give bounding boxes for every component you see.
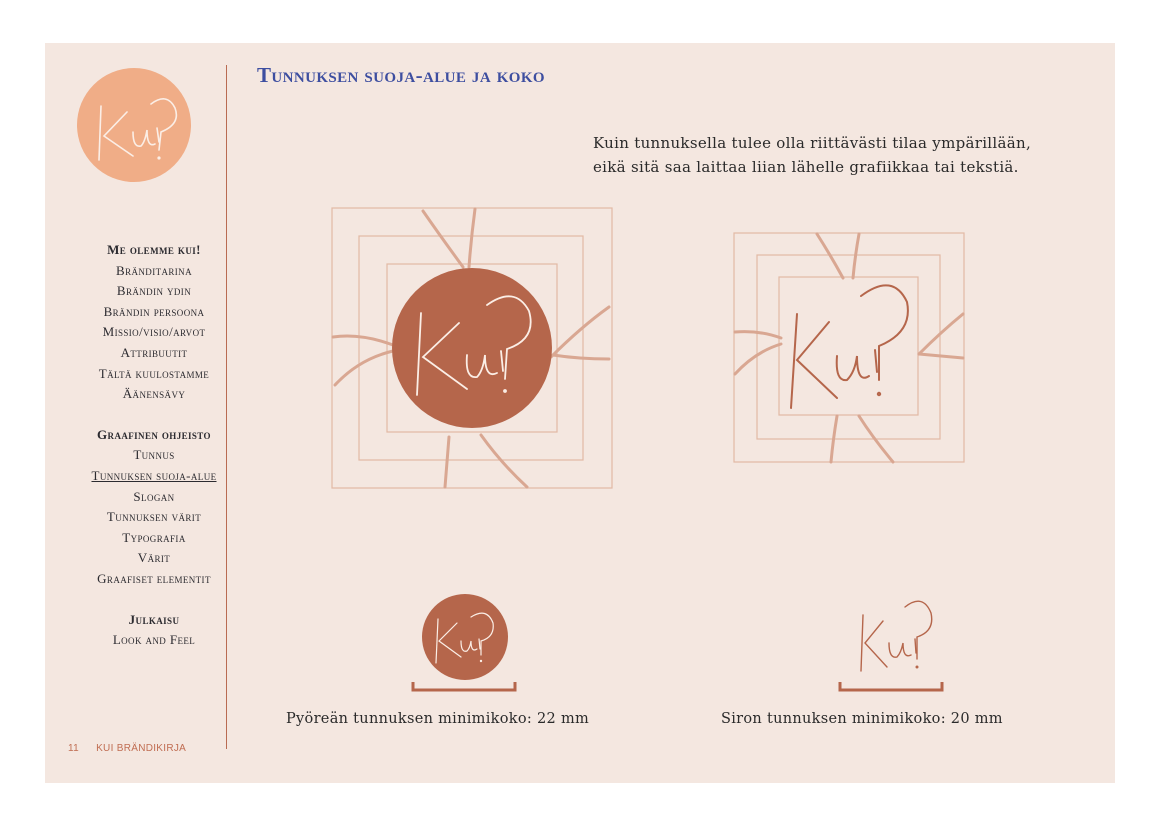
sidebar-logo: [77, 68, 191, 182]
page-number: 11: [68, 743, 79, 754]
slim-logo-caption: Siron tunnuksen minimikoko: 20 mm: [721, 711, 1003, 727]
sidebar-navigation: [45, 240, 263, 651]
nav-item-aanensavy[interactable]: Äänensävy: [122, 386, 186, 402]
round-logo-caption: Pyöreän tunnuksen minimikoko: 22 mm: [286, 711, 590, 727]
nav-item-talta-kuulostamme[interactable]: Tältä kuulostamme: [98, 365, 210, 381]
nav-heading-julkaisu[interactable]: Julkaisu: [128, 611, 180, 627]
page-footer: [68, 743, 186, 754]
intro-line-2: eikä sitä saa laittaa liian lähelle grafiikkaa tai tekstiä.: [593, 158, 1019, 176]
organic-line-elements: [735, 234, 963, 462]
slim-logo-size-bracket: [838, 680, 944, 694]
intro-line-1: Kuin tunnuksella tulee olla riittävästi tilaa ympärillään,: [593, 134, 1032, 152]
round-logo-clear-space-diagram: [331, 207, 613, 489]
nav-item-brandin-persoona[interactable]: Brändin persoona: [103, 303, 205, 319]
middle-clear-space-frame: [757, 255, 940, 439]
nav-item-attribuutit[interactable]: Attribuutit: [120, 344, 188, 360]
nav-item-graafiset-elementit[interactable]: Graafiset elementit: [97, 570, 211, 586]
round-logo-minimum-size: [421, 593, 511, 683]
nav-item-tunnuksen-varit[interactable]: Tunnuksen värit: [106, 509, 202, 525]
slim-logo-minimum-size: [851, 593, 943, 675]
nav-item-slogan[interactable]: Slogan: [133, 488, 175, 504]
nav-heading-graafinen-ohjeisto[interactable]: Graafinen ohjeisto: [97, 426, 211, 442]
nav-item-tunnus[interactable]: Tunnus: [133, 447, 175, 463]
inner-clear-space-frame: [779, 277, 918, 415]
nav-item-missio-visio-arvot[interactable]: Missio/visio/arvot: [102, 324, 206, 340]
round-logo-size-bracket: [411, 680, 517, 694]
nav-heading-me-olemme-kui[interactable]: Me olemme kui!: [107, 242, 201, 257]
nav-item-look-and-feel[interactable]: Look and Feel: [112, 632, 196, 648]
brand-book-page: [45, 43, 1115, 783]
nav-item-varit[interactable]: Värit: [137, 550, 171, 566]
kui-logo-mark: [77, 68, 191, 182]
sidebar-divider: [226, 65, 227, 749]
document-title: KUI BRÄNDIKIRJA: [96, 743, 187, 754]
round-logo-circle: [392, 268, 552, 428]
page-title: Tunnuksen suoja-alue ja koko: [257, 63, 545, 87]
nav-item-brandin-ydin[interactable]: Brändin ydin: [116, 283, 192, 299]
nav-item-branditarina[interactable]: Bränditarina: [116, 262, 192, 278]
nav-item-typografia[interactable]: Typografia: [122, 529, 186, 545]
slim-logo-lettering: [791, 285, 908, 408]
intro-text: [593, 131, 1093, 179]
slim-logo-clear-space-diagram: [733, 232, 967, 466]
nav-item-tunnuksen-suoja-alue[interactable]: Tunnuksen suoja-alue: [91, 467, 217, 483]
